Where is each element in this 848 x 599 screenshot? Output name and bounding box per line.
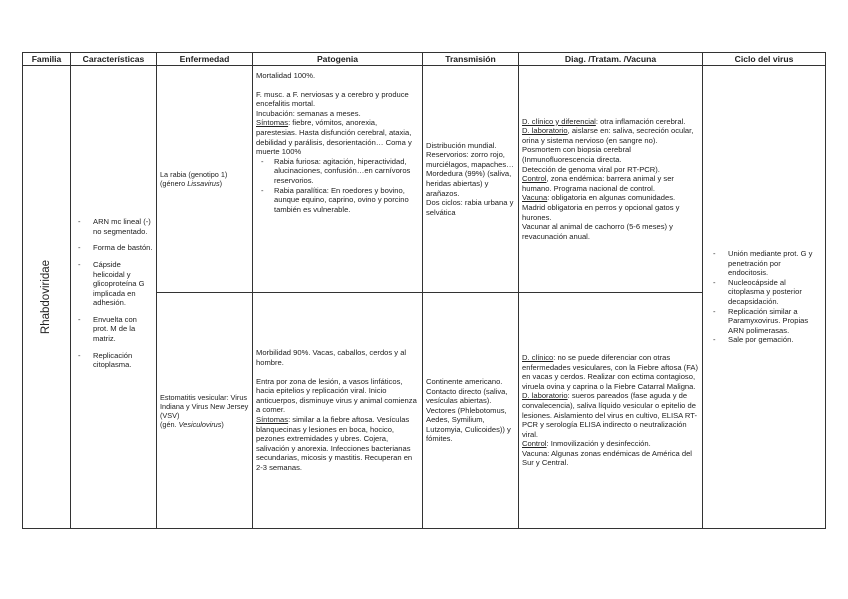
header-row xyxy=(23,53,826,66)
patogenia-rabia-musc: F. musc. a F. nerviosas y a cerebro y produce encefalitis mortal. xyxy=(256,89,409,109)
patogenia-vsv-sintomas: Síntomas: similar a la fiebre aftosa. Vesículas blanquecinas y lesiones en boca, hocico, pezones extremidades y ubres. Cojera, salivación y anorexia. Infecciones bacterianas secundarias, micosis y mastitis. Recuperan en 2-3 semanas. xyxy=(256,415,413,472)
diag-rabia-cell xyxy=(519,66,703,293)
diag-vsv-clinico: D. clínico: no se puede diferenciar con otras enfermedades vesiculares, con la Fiebre aftosa (FA) en vacas y cerdos. Realizar con ectima contagioso, viruela ovina y caprina o la Fiebre Catarral Maligna. xyxy=(522,352,699,391)
patogenia-vsv-entrada: Entra por zona de lesión, a vasos linfáticos, hacia epitelios y replicación viral. Inicio anticuerpos, disminuye virus y animal comienza a comer. xyxy=(256,376,417,415)
diag-rabia-control: Control, zona endémica: barrera animal y ser humano. Programa nacional de control. xyxy=(522,174,674,193)
list-item: - Rabia paralítica: En roedores y bovino, aunque equino, caprino, ovino y porcino también es vulnerable. xyxy=(274,186,419,215)
diag-rabia-clinico: D. clínico y diferencial: otra inflamación cerebral. xyxy=(522,116,686,126)
enfermedad-vsv-name: Estomatitis vesicular: Virus Indiana y Virus New Jersey (VSV) xyxy=(160,392,249,420)
transmision-rabia-cell xyxy=(423,66,519,293)
diag-rabia-laboratorio: D. laboratorio, aislarse en: saliva, secreción ocular, orina y sistema nervioso (en sangre no). xyxy=(522,126,694,145)
list-item: - Replicación citoplasma. xyxy=(93,351,153,370)
list-item: - Cápside helicoidal y glicoproteína G implicada en adhesión. xyxy=(93,260,153,308)
diag-vsv-laboratorio: D. laboratorio: sueros pareados (fase aguda y de convalecencia), saliva líquido vesicular o epitelio de lesiones. Aislamiento del virus en cultivo, ELISA RT-PCR y serología ELISA indirecto o neutralización viral. xyxy=(522,391,698,439)
diag-vsv-cell xyxy=(519,293,703,529)
enfermedad-rabia-name: La rabia (genotipo 1) xyxy=(160,170,228,179)
transmision-rabia-reservorios: Reservorios: zorro rojo, murciélagos, mapaches… xyxy=(426,150,514,169)
diag-rabia-vacunar: Vacunar al animal de cachorro (5-6 meses) y revacunación anual. xyxy=(522,222,673,241)
ciclo-list xyxy=(706,249,822,345)
caracteristicas-cell xyxy=(71,66,157,529)
patogenia-rabia-subitems xyxy=(256,157,419,215)
familia-label: Rhabdoviridae xyxy=(39,259,52,335)
list-item: - ARN mc lineal (-) no segmentado. xyxy=(93,217,153,236)
list-item: - Rabia furiosa: agitación, hiperactividad, alucinaciones, confusión…en carnívoros reservorios. xyxy=(274,157,419,186)
list-item: - Nucleocápside al citoplasma y posterior decapsidación. xyxy=(728,278,822,307)
header-caracteristicas: Características xyxy=(71,53,157,66)
summary-table xyxy=(22,52,826,529)
table-row-rabia xyxy=(23,66,826,293)
diag-rabia-genoma: Detección de genoma viral por RT-PCR). xyxy=(522,164,660,174)
patogenia-vsv-morbilidad: Morbilidad 90%. Vacas, caballos, cerdos y al hombre. xyxy=(256,348,407,368)
enfermedad-rabia-cell xyxy=(157,66,253,293)
diag-rabia-vacuna: Vacuna: obligatoria en algunas comunidades. Madrid obligatoria en perros y opcional gatos y hurones. xyxy=(522,193,680,222)
enfermedad-vsv-cell xyxy=(157,293,253,529)
enfermedad-vsv-genus: (gén. Vesiculovirus) xyxy=(160,419,224,429)
caracteristicas-list xyxy=(74,217,153,370)
patogenia-rabia-incubacion: Incubación: semanas a meses. xyxy=(256,108,361,118)
patogenia-rabia-sintomas: Síntomas: fiebre, vómitos, anorexia, parestesias. Hasta disfunción cerebral, ataxia, debilidad y parálisis, desorientación… Coma y muerte 100% xyxy=(256,118,412,157)
diag-vsv-vacuna: Vacuna: Algunas zonas endémicas de América del Sur y Central. xyxy=(522,448,692,468)
header-diag: Diag. /Tratam. /Vacuna xyxy=(519,53,703,66)
list-item: - Unión mediante prot. G y penetración por endocitosis. xyxy=(728,249,822,278)
list-item: - Sale por gemación. xyxy=(728,335,822,345)
transmision-vsv-cell xyxy=(423,293,519,529)
header-enfermedad: Enfermedad xyxy=(157,53,253,66)
ciclo-cell xyxy=(703,66,826,529)
patogenia-vsv-cell xyxy=(253,293,423,529)
enfermedad-rabia-genus: (género Lissavirus) xyxy=(160,179,223,188)
list-item: - Forma de bastón. xyxy=(93,243,153,253)
header-transmision: Transmisión xyxy=(423,53,519,66)
patogenia-rabia-cell xyxy=(253,66,423,293)
transmision-rabia-dist: Distribución mundial. xyxy=(426,140,497,150)
transmision-vsv-text: Continente americano. Contacto directo (saliva, vesículas abiertas). Vectores (Phlebotomus, Aedes, Symilium, Lutzomyia, Culicoides)) y fómites. xyxy=(426,376,511,444)
patogenia-rabia-mortalidad: Mortalidad 100%. xyxy=(256,71,316,80)
header-familia: Familia xyxy=(23,53,71,66)
diag-rabia-postmortem: Posmortem con biopsia cerebral (Inmunofluorescencia directa. xyxy=(522,145,631,165)
diag-vsv-control: Control: Inmovilización y desinfección. xyxy=(522,439,651,449)
transmision-rabia-mordedura: Mordedura (99%) (saliva, heridas abiertas) y arañazos. xyxy=(426,169,512,198)
header-ciclo: Ciclo del virus xyxy=(703,53,826,66)
list-item: - Envuelta con prot. M de la matriz. xyxy=(93,315,153,344)
familia-cell xyxy=(23,66,71,529)
list-item: - Replicación similar a Paramyxovirus. Propias ARN polimerasas. xyxy=(728,307,822,336)
header-patogenia: Patogenia xyxy=(253,53,423,66)
transmision-rabia-ciclos: Dos ciclos: rabia urbana y selvática xyxy=(426,198,514,217)
